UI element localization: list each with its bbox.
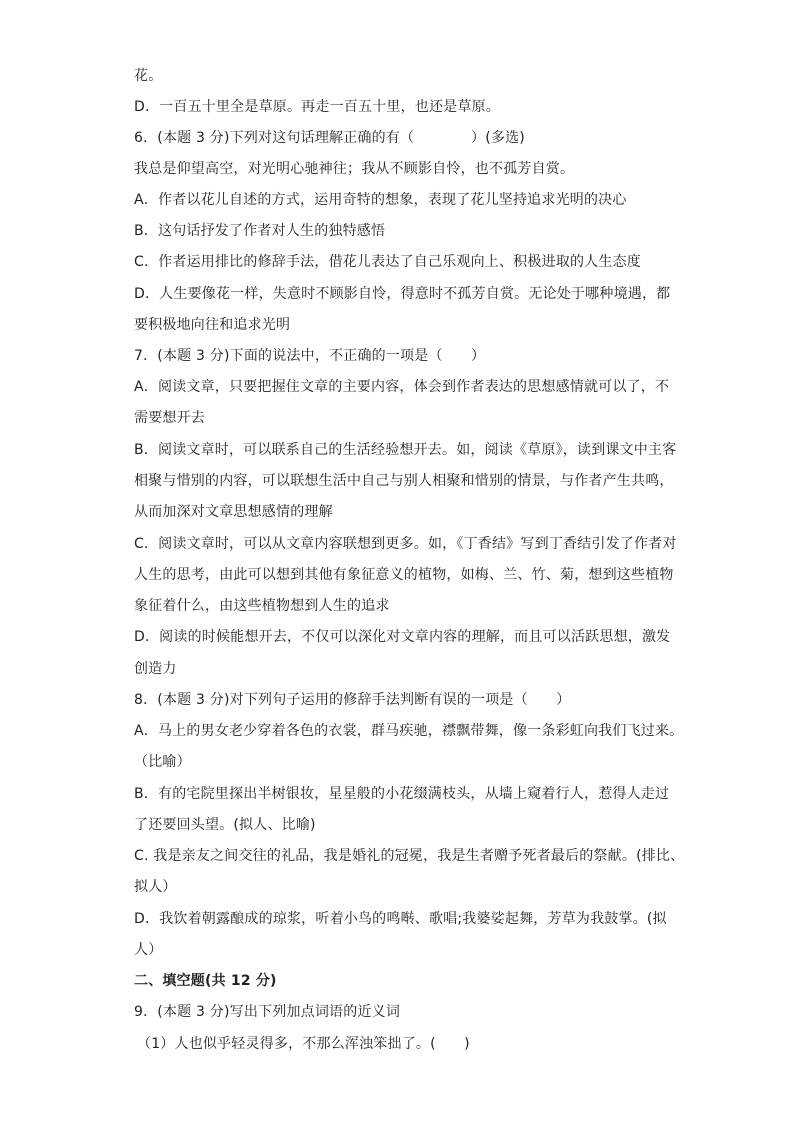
text-line: 相聚与惜别的内容，可以联想生活中自己与别人相聚和惜别的情景，与作者产生共鸣， — [134, 473, 674, 489]
text-line: 了还要回头望。(拟人、比喻) — [134, 817, 316, 833]
text-line: 人生的思考，由此可以想到其他有象征意义的植物，如梅、兰、竹、菊，想到这些植物 — [134, 567, 674, 583]
text-line: 拟人） — [134, 879, 177, 895]
text-line: 象征着什么，由这些植物想到人生的追求 — [134, 598, 390, 614]
question-5-option-d: D．一百五十里全是草原。再走一百五十里，也还是草原。 — [134, 99, 500, 115]
text-line: 花。 — [134, 68, 163, 84]
question-6-option-c: C．作者运用排比的修辞手法，借花儿表达了自己乐观向上、积极进取的人生态度 — [134, 254, 641, 270]
text-line: 从而加深对文章思想感情的理解 — [134, 504, 333, 520]
question-7-option-c: C．阅读文章时，可以从文章内容联想到更多。如，《丁香结》写到丁香结引发了作者对 — [134, 536, 677, 552]
text-line: 要积极地向往和追求光明 — [134, 317, 291, 333]
question-7-option-b: B．阅读文章时，可以联系自己的生活经验想开去。如，阅读《草原》，读到课文中主客 — [134, 442, 677, 458]
question-7-option-d: D．阅读的时候能想开去，不仅可以深化对文章内容的理解，而且可以活跃思想，激发 — [134, 629, 671, 645]
question-6-option-d: D．人生要像花一样，失意时不顾影自怜，得意时不孤芳自赏。无论处于哪种境遇，都 — [134, 286, 671, 302]
question-6-option-a: A．作者以花儿自述的方式，运用奇特的想象，表现了花儿坚持追求光明的决心 — [134, 192, 627, 208]
question-7-stem: 7．(本题 3 分)下面的说法中，不正确的一项是（ ） — [134, 348, 486, 364]
question-8-option-b: B．有的宅院里探出半树银妆，星星般的小花缀满枝头，从墙上窥着行人，惹得人走过 — [134, 786, 670, 802]
text-line: 人） — [134, 942, 163, 958]
question-8-option-d: D．我饮着朝露酿成的琼浆，听着小鸟的鸣啭、歌唱;我婆娑起舞，芳草为我鼓掌。(拟 — [134, 911, 667, 927]
section-heading: 二、填空题(共 12 分) — [134, 973, 277, 989]
question-6-stem: 6．(本题 3 分)下列对这句话理解正确的有（ ）(多选) — [134, 130, 525, 146]
text-line: （比喻） — [134, 754, 191, 770]
question-9-stem: 9．(本题 3 分)写出下列加点词语的近义词 — [134, 1004, 401, 1020]
question-6-option-b: B．这句话抒发了作者对人生的独特感悟 — [134, 223, 386, 239]
text-line: 创造力 — [134, 661, 177, 677]
question-6-quote: 我总是仰望高空，对光明心驰神往；我从不顾影自怜，也不孤芳自赏。 — [134, 161, 575, 177]
text-line: 需要想开去 — [134, 410, 205, 426]
question-9-item-1: （1）人也似乎轻灵得多，不那么浑浊笨拙了。( ) — [137, 1036, 470, 1052]
question-7-option-a: A．阅读文章，只要把握住文章的主要内容，体会到作者表达的思想感情就可以了，不 — [134, 379, 670, 395]
question-8-stem: 8．(本题 3 分)对下列句子运用的修辞手法判断有误的一项是（ ） — [134, 692, 571, 708]
question-8-option-a: A．马上的男女老少穿着各色的衣裳，群马疾驰，襟飘带舞，像一条彩虹向我们飞过来。 — [134, 723, 684, 739]
question-8-option-c: C. 我是亲友之间交往的礼品，我是婚礼的冠冕，我是生者赠予死者最后的祭献。(排比、 — [134, 848, 685, 864]
